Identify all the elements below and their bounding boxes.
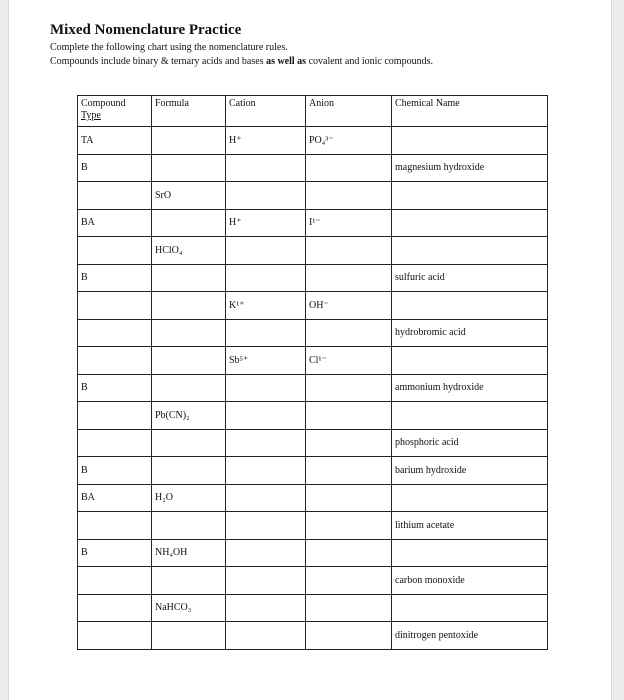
cell-formula[interactable]: [152, 512, 226, 540]
cell-cation[interactable]: [226, 402, 306, 430]
cell-cation[interactable]: [226, 237, 306, 265]
cell-cation[interactable]: K¹⁺: [226, 292, 306, 320]
cell-cation[interactable]: [226, 622, 306, 650]
cell-formula[interactable]: [152, 209, 226, 237]
table-body: [78, 127, 548, 650]
table-row: [78, 484, 548, 512]
cell-cation[interactable]: [226, 374, 306, 402]
cell-anion[interactable]: [306, 182, 392, 210]
table-row: [78, 264, 548, 292]
cell-chemical-name[interactable]: [392, 594, 548, 622]
table-row: [78, 127, 548, 155]
cell-cation[interactable]: [226, 484, 306, 512]
table-row: [78, 209, 548, 237]
cell-cation[interactable]: [226, 182, 306, 210]
cell-compound-type[interactable]: [78, 347, 152, 375]
header-formula: Formula: [152, 96, 226, 127]
cell-chemical-name[interactable]: [392, 182, 548, 210]
cell-formula[interactable]: [152, 154, 226, 182]
cell-cation[interactable]: [226, 319, 306, 347]
cell-anion[interactable]: [306, 264, 392, 292]
cell-compound-type[interactable]: [78, 319, 152, 347]
cell-chemical-name[interactable]: barium hydroxide: [392, 457, 548, 485]
cell-anion[interactable]: [306, 237, 392, 265]
cell-chemical-name[interactable]: [392, 127, 548, 155]
header-anion: Anion: [306, 96, 392, 127]
cell-cation[interactable]: [226, 512, 306, 540]
cell-chemical-name[interactable]: [392, 402, 548, 430]
table-row: [78, 567, 548, 595]
instructions-line-2-start: Compounds include binary & ternary acids and bases: [50, 56, 267, 67]
cell-anion[interactable]: [306, 457, 392, 485]
table-row: [78, 457, 548, 485]
table-header-row: [78, 96, 548, 127]
table-row: [78, 237, 548, 265]
cell-chemical-name[interactable]: sulfuric acid: [392, 264, 548, 292]
cell-anion[interactable]: PO₄³⁻: [306, 127, 392, 155]
cell-formula[interactable]: [152, 319, 226, 347]
cell-formula[interactable]: [152, 374, 226, 402]
cell-anion[interactable]: Cl¹⁻: [306, 347, 392, 375]
cell-compound-type[interactable]: [78, 594, 152, 622]
table-row: [78, 154, 548, 182]
cell-cation[interactable]: Sb⁵⁺: [226, 347, 306, 375]
cell-anion[interactable]: [306, 429, 392, 457]
cell-formula[interactable]: [152, 264, 226, 292]
table-row: [78, 402, 548, 430]
cell-anion[interactable]: [306, 622, 392, 650]
cell-anion[interactable]: [306, 484, 392, 512]
cell-formula[interactable]: [152, 567, 226, 595]
instructions-line-2-bold: as well as: [266, 56, 307, 67]
cell-cation[interactable]: [226, 264, 306, 292]
header-chemical-name: Chemical Name: [392, 96, 548, 127]
cell-formula[interactable]: [152, 429, 226, 457]
cell-compound-type[interactable]: BA: [78, 484, 152, 512]
cell-anion[interactable]: [306, 594, 392, 622]
cell-chemical-name[interactable]: carbon monoxide: [392, 567, 548, 595]
cell-cation[interactable]: H⁺: [226, 209, 306, 237]
cell-compound-type[interactable]: [78, 622, 152, 650]
cell-formula[interactable]: [152, 292, 226, 320]
cell-compound-type[interactable]: B: [78, 539, 152, 567]
table-row: [78, 429, 548, 457]
cell-chemical-name[interactable]: [392, 347, 548, 375]
nomenclature-table: [77, 95, 548, 650]
cell-compound-type[interactable]: B: [78, 374, 152, 402]
cell-anion[interactable]: [306, 374, 392, 402]
cell-cation[interactable]: [226, 567, 306, 595]
cell-chemical-name[interactable]: [392, 539, 548, 567]
instructions-line-1: Complete the following chart using the nomenclature rules.: [50, 42, 288, 53]
document-page: [8, 0, 612, 700]
cell-formula[interactable]: HClO₄: [152, 237, 226, 265]
cell-anion[interactable]: [306, 539, 392, 567]
cell-anion[interactable]: [306, 319, 392, 347]
cell-compound-type[interactable]: [78, 512, 152, 540]
worksheet-instructions: [50, 41, 433, 69]
cell-formula[interactable]: SrO: [152, 182, 226, 210]
cell-chemical-name[interactable]: lithium acetate: [392, 512, 548, 540]
header-compound-type: [78, 96, 152, 127]
cell-chemical-name[interactable]: hydrobromic acid: [392, 319, 548, 347]
cell-cation[interactable]: [226, 594, 306, 622]
cell-chemical-name[interactable]: dinitrogen pentoxide: [392, 622, 548, 650]
table-row: [78, 539, 548, 567]
cell-anion[interactable]: OH⁻: [306, 292, 392, 320]
cell-formula[interactable]: H₂O: [152, 484, 226, 512]
cell-compound-type[interactable]: B: [78, 457, 152, 485]
cell-chemical-name[interactable]: [392, 209, 548, 237]
worksheet-title: Mixed Nomenclature Practice: [50, 22, 242, 38]
cell-compound-type[interactable]: [78, 237, 152, 265]
cell-chemical-name[interactable]: magnesium hydroxide: [392, 154, 548, 182]
cell-chemical-name[interactable]: ammonium hydroxide: [392, 374, 548, 402]
cell-formula[interactable]: Pb(CN)₂: [152, 402, 226, 430]
table-row: [78, 622, 548, 650]
cell-formula[interactable]: [152, 622, 226, 650]
cell-compound-type[interactable]: B: [78, 264, 152, 292]
cell-anion[interactable]: [306, 402, 392, 430]
cell-anion[interactable]: [306, 154, 392, 182]
cell-formula[interactable]: [152, 127, 226, 155]
cell-compound-type[interactable]: [78, 567, 152, 595]
cell-cation[interactable]: [226, 539, 306, 567]
cell-anion[interactable]: [306, 512, 392, 540]
cell-compound-type[interactable]: [78, 182, 152, 210]
cell-compound-type[interactable]: TA: [78, 127, 152, 155]
table-row: [78, 319, 548, 347]
cell-anion[interactable]: I¹⁻: [306, 209, 392, 237]
table-row: [78, 292, 548, 320]
cell-compound-type[interactable]: BA: [78, 209, 152, 237]
cell-compound-type[interactable]: [78, 402, 152, 430]
table-row: [78, 182, 548, 210]
cell-anion[interactable]: [306, 567, 392, 595]
cell-compound-type[interactable]: [78, 292, 152, 320]
cell-compound-type[interactable]: [78, 429, 152, 457]
cell-cation[interactable]: [226, 154, 306, 182]
cell-compound-type[interactable]: B: [78, 154, 152, 182]
instructions-line-2: [50, 55, 433, 69]
cell-cation[interactable]: H⁺: [226, 127, 306, 155]
cell-chemical-name[interactable]: phosphoric acid: [392, 429, 548, 457]
instructions-line-2-end: covalent and ionic compounds.: [306, 56, 433, 67]
cell-chemical-name[interactable]: [392, 237, 548, 265]
cell-cation[interactable]: [226, 457, 306, 485]
cell-formula[interactable]: NaHCO₃: [152, 594, 226, 622]
header-cation: Cation: [226, 96, 306, 127]
header-compound-type-line2: Type: [81, 110, 101, 121]
cell-chemical-name[interactable]: [392, 484, 548, 512]
table-row: [78, 374, 548, 402]
cell-cation[interactable]: [226, 429, 306, 457]
cell-formula[interactable]: NH₄OH: [152, 539, 226, 567]
cell-formula[interactable]: [152, 347, 226, 375]
cell-chemical-name[interactable]: [392, 292, 548, 320]
table-row: [78, 347, 548, 375]
cell-formula[interactable]: [152, 457, 226, 485]
table-row: [78, 594, 548, 622]
table-row: [78, 512, 548, 540]
header-compound-type-line1: Compound: [81, 98, 126, 109]
